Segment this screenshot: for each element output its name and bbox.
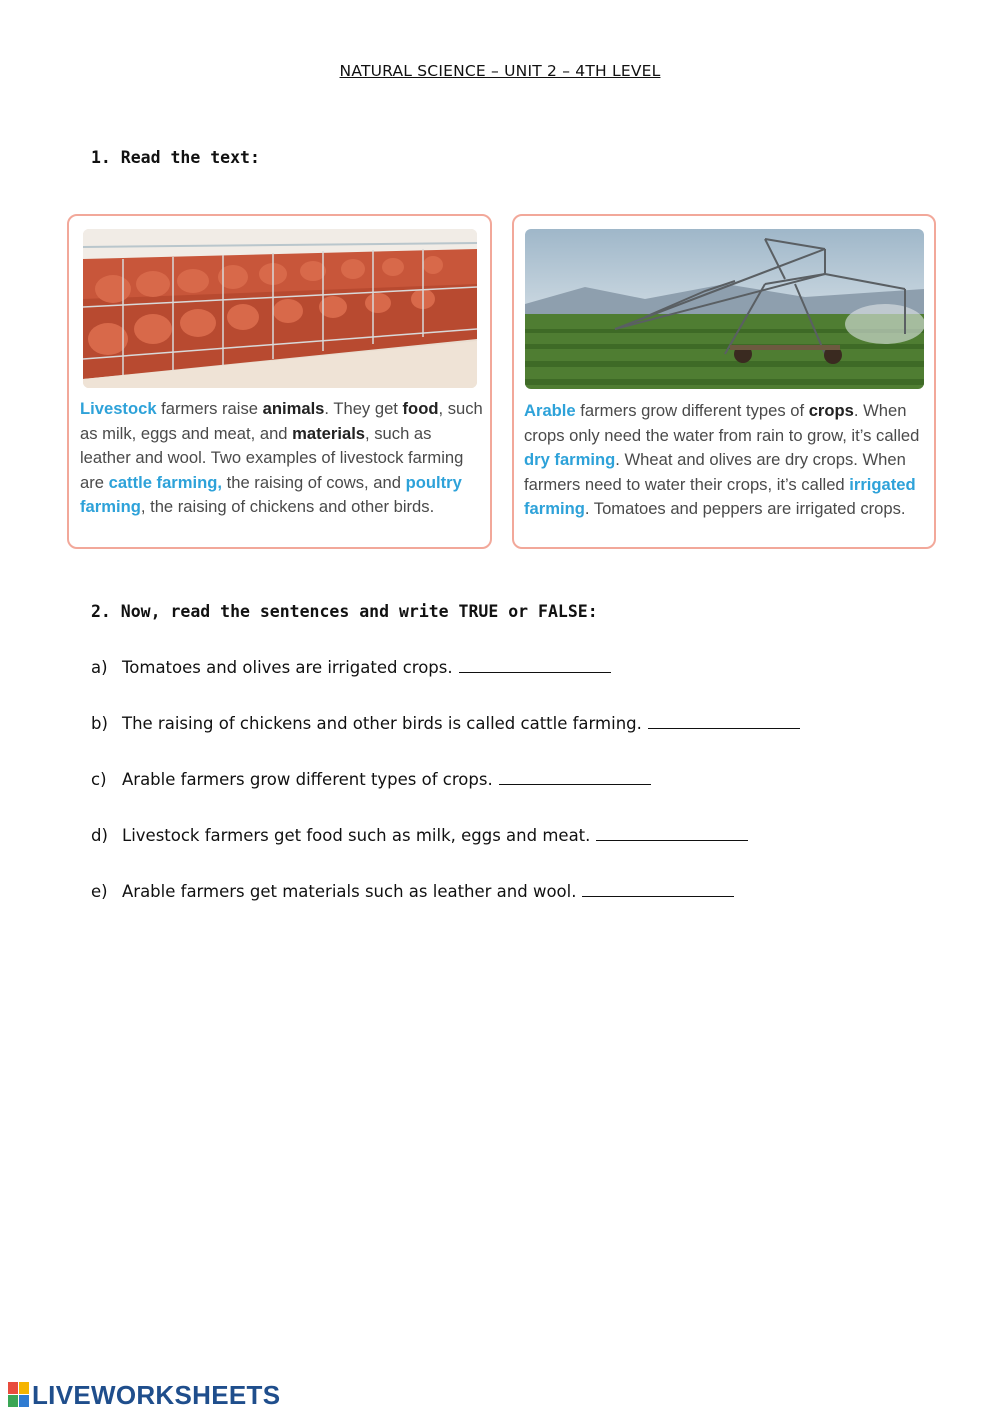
arable-card bbox=[512, 214, 936, 549]
liveworksheets-logo-icon bbox=[8, 1382, 30, 1408]
answer-blank-d[interactable] bbox=[596, 826, 748, 841]
irrigation-illustration bbox=[525, 229, 924, 389]
hens-photo bbox=[83, 229, 477, 388]
hens-illustration bbox=[83, 229, 477, 388]
irrigation-photo bbox=[525, 229, 924, 389]
question-d bbox=[91, 826, 748, 845]
answer-blank-a[interactable] bbox=[459, 658, 611, 673]
page-title: NATURAL SCIENCE – UNIT 2 – 4TH LEVEL bbox=[339, 62, 661, 80]
question-letter: b) bbox=[91, 714, 108, 733]
section-1-heading: 1. Read the text: bbox=[91, 148, 260, 167]
question-letter: e) bbox=[91, 882, 108, 901]
question-text: Arable farmers grow different types of crops. bbox=[122, 770, 493, 789]
answer-blank-c[interactable] bbox=[499, 770, 651, 785]
answer-blank-b[interactable] bbox=[648, 714, 800, 729]
question-text: The raising of chickens and other birds is called cattle farming. bbox=[122, 714, 642, 733]
question-letter: d) bbox=[91, 826, 108, 845]
question-a bbox=[91, 658, 611, 677]
question-letter: a) bbox=[91, 658, 108, 677]
footer-logo[interactable] bbox=[8, 1380, 280, 1410]
question-e bbox=[91, 882, 734, 901]
livestock-card bbox=[67, 214, 492, 549]
question-text: Livestock farmers get food such as milk, eggs and meat. bbox=[122, 826, 591, 845]
question-b bbox=[91, 714, 800, 733]
question-text: Arable farmers get materials such as leather and wool. bbox=[122, 882, 577, 901]
answer-blank-e[interactable] bbox=[582, 882, 734, 897]
question-letter: c) bbox=[91, 770, 107, 789]
question-c bbox=[91, 770, 651, 789]
livestock-text: Livestock farmers raise animals. They get food, such as milk, eggs and meat, and materials, such as leather and wool. Two examples of livestock farming are cattle farming, the raising of cows, and poultry farming, the raising of chickens and other birds. bbox=[80, 399, 483, 517]
section-2-heading: 2. Now, read the sentences and write TRUE or FALSE: bbox=[91, 602, 598, 621]
footer-brand: LIVEWORKSHEETS bbox=[32, 1379, 281, 1410]
question-text: Tomatoes and olives are irrigated crops. bbox=[122, 658, 453, 677]
arable-text: Arable farmers grow different types of crops. When crops only need the water from rain to grow, it’s called dry farming. Wheat and olives are dry crops. When farmers need to water their crops, it’s called irrigated farming. Tomatoes and peppers are irrigated crops. bbox=[524, 401, 920, 519]
